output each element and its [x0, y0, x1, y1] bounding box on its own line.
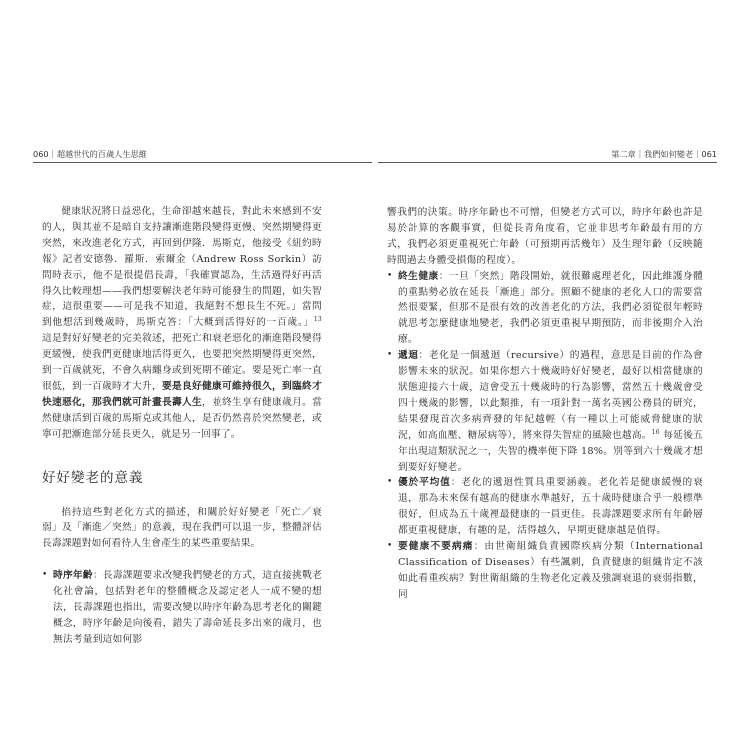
bullet-list: [42, 568, 322, 648]
list-item: • 遞迴：老化是一個遞迴（recursive）的過程，意思是目前的作為會影響未來的狀況。如果你想六十幾歲時好好變老，最好以相當健康的狀態迎接六十歲，這會受五十幾歲時的行為影響，當然五十幾歲會受四十幾歲的影響，以此類推，有一項針對一萬名英國公務員的研究，結果發現首次多病齊發的年紀越輕（有一種以上可能威脅健康的狀況，如高血壓、糖尿病等），將來得失智症的風險也越高。$^{16}$ 每延後五年出現這類狀況之一，失智的機率便下降 18%。別等到六十幾歲才想到要好好變老。: [387, 350, 703, 473]
paragraph: 健康狀況將日益惡化，生命卻越來越長，對此未來感到不安的人，與其並不是暗自支持讓漸進階段變得更慢、突然期變得更突然，來改進老化方式，再回到伊隆．馬斯克，他接受《紐約時報》記者安德魯．羅斯．索爾金（Andrew Ross Sorkin）訪問時表示，他不是很提倡長壽，「我確實認為，生活過得好再活得久比較理想——我們想要解決老年時可能發生的問題，如失智症，這很重要——可是我不知道，我絕對不想長生不死。」當問到他想活到幾歲時，馬斯克答：「大概到活得好的一百歲。」$^{13}$ 這是對好好變老的完美敘述，把死亡和衰老惡化的漸進階段變得更緩慢，使我們更健康地活得更久，也要把突然期變得更突然，到一百歲就死，不會久病纏身或到死期不確定。要是死亡率一直很低，到一百歲時才大升，要是良好健康可維持很久，到臨終才快速惡化，那我們就可計畫長壽人生，並終生享有健康歲月。當然健康活到百歲的馬斯克或其他人，是否仍然喜於突然變老，或寧可把漸進部分延長更久，就是另一回事了。: [42, 206, 323, 440]
paragraph-continued: 響我們的決策。時序年齡也不可憎，但變老方式可以，時序年齡也許是易於計算的客觀事實，但從長青角度看，它並非思考年齡最有用的方式，我們必須更重視死亡年齡（可預期再活幾年）及生理年齡（反映隨時間過去身體受損傷的程度）。: [387, 207, 703, 266]
right-header-rule: [378, 162, 717, 163]
book-title: 超越世代的百歲人生思維: [56, 149, 147, 159]
list-item: • 時序年齡：長壽課題要求改變我們變老的方式，這直接挑戰老化社會論，包括對老年的整體概念及認定老人一成不變的想法，長壽課題也指出，需要改變以時序年齡為思考老化的關鍵概念，時序年齡是向後看，錯失了壽命延長多出來的歲月，也無法考量到這如何影: [42, 570, 323, 645]
chapter-title: 第二章｜我們如何變老: [611, 149, 694, 159]
right-page-number: 061: [701, 149, 717, 159]
bullet-icon: •: [387, 477, 393, 488]
list-term: 時序年齡: [53, 570, 93, 582]
bold-emphasis: 要是良好健康可維持很久，到臨終才快速惡化，那我們就可計畫長壽人生: [42, 380, 323, 408]
bullet-icon: •: [387, 270, 393, 281]
footnote-ref: 13: [313, 316, 322, 324]
bullet-list: [387, 269, 703, 603]
bullet-icon: •: [387, 350, 393, 361]
paragraph: 掐持這些對老化方式的描述，和關於好好變老「死亡／衰弱」及「漸進／突然」的意義，現在我們可以退一步，整體評估長壽課題對如何看待人生會產生的某些重要結果。: [42, 506, 322, 550]
list-term: 優於平均值: [398, 477, 451, 489]
footnote-ref: 16: [651, 428, 660, 436]
list-item: • 要健康不要病痛：由世衛組織負責國際疾病分類（International Classification of Diseases）有些諷刺，負責健康的組織肯定不該如此看重疾病？對世衛組織的生物老化定義及強調衰退的衰弱指數，同: [387, 541, 703, 600]
right-page: [375, 0, 750, 750]
spacer: [42, 552, 322, 568]
list-item: • 終生健康：一旦「突然」階段開始，就很難處理老化，因此維護身體的重點勢必放在延長「漸進」部分。照顧不健康的老化人口的需要當然很要緊，但那不是很有效的改善老化的方法，我們必須從很年輕時就思考怎麼健康地變老，我們必須更重視早期預防，而非後期介入治療。: [387, 270, 704, 346]
section-heading: 好好變老的意義: [42, 469, 144, 486]
list-item: • 優於平均值：老化的遞迴性質具重要涵義。老化若是健康緩慢的衰退，那為未來保有越高的健康水準越好，五十歲時健康合乎一般標準很好，但成為五十歲裡最健康的一員更佳。長壽課題要求所有年齡層都更重視健康，有趣的是，活得越久，早期更健康越是值得。: [387, 477, 704, 537]
left-page-number: 060: [33, 149, 49, 159]
right-text-column: [387, 205, 703, 603]
list-term: 遞迴: [398, 350, 419, 362]
list-term: 要健康不要病痛: [398, 541, 474, 553]
left-text-column: [42, 204, 322, 648]
bullet-icon: •: [42, 570, 48, 581]
left-running-head: 060｜超越世代的百歲人生思維: [33, 149, 147, 159]
right-running-head: 第二章｜我們如何變老｜061: [611, 149, 717, 159]
bullet-icon: •: [387, 541, 393, 552]
list-term: 終生健康: [398, 270, 439, 282]
left-header-rule: [33, 162, 372, 163]
